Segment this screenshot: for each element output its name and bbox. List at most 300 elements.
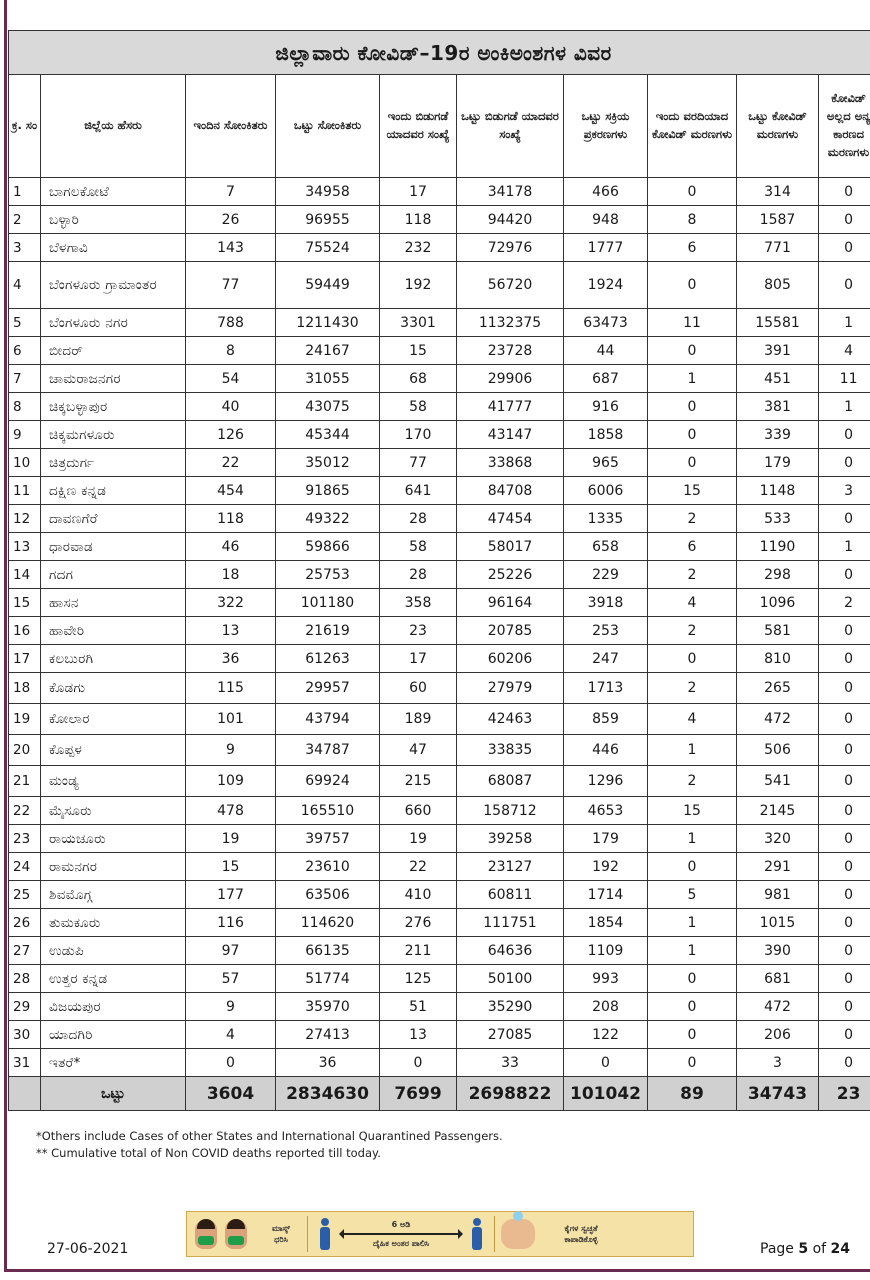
today-discharged-cell: 68	[380, 365, 457, 393]
active-cases-cell: 4653	[564, 797, 648, 825]
covid-statistics-sheet	[8, 30, 870, 1111]
today-deaths-cell: 0	[648, 853, 737, 881]
serial-cell: 22	[9, 797, 41, 825]
today-cases-cell: 8	[186, 337, 276, 365]
total-deaths-cell: 1190	[737, 533, 819, 561]
district-name-cell: ಬೆಂಗಳೂರು ಗ್ರಾಮಾಂತರ	[41, 262, 186, 309]
total-cases-cell: 49322	[276, 505, 380, 533]
active-cases-cell: 44	[564, 337, 648, 365]
today-cases-cell: 15	[186, 853, 276, 881]
today-cases-cell: 454	[186, 477, 276, 505]
hygiene-text-line2: ಕಾಪಾಡಿಕೊಳ್ಳಿ	[564, 1235, 598, 1244]
table-row	[9, 449, 870, 477]
header-non-covid-deaths: ಕೋವಿಡ್ ಅಲ್ಲದ ಅನ್ಯ ಕಾರಣದ ಮರಣಗಳು	[819, 75, 870, 178]
page-number	[760, 1241, 850, 1257]
active-cases-cell: 859	[564, 704, 648, 735]
today-cases-cell: 9	[186, 735, 276, 766]
table-row	[9, 797, 870, 825]
total-cases-cell: 36	[276, 1049, 380, 1077]
serial-cell: 3	[9, 234, 41, 262]
district-name-cell: ಧಾರವಾಡ	[41, 533, 186, 561]
total-cases-cell: 24167	[276, 337, 380, 365]
non-covid-deaths-cell: 0	[819, 178, 870, 206]
today-cases-cell: 97	[186, 937, 276, 965]
active-cases-cell: 247	[564, 645, 648, 673]
total-discharged-cell: 41777	[457, 393, 564, 421]
total-discharged-cell: 35290	[457, 993, 564, 1021]
mask-text-line2: ಧರಿಸಿ	[274, 1235, 288, 1244]
total-deaths-cell: 506	[737, 735, 819, 766]
total-deaths-cell: 1587	[737, 206, 819, 234]
today-deaths-cell: 8	[648, 206, 737, 234]
non-covid-deaths-cell: 0	[819, 735, 870, 766]
today-deaths-cell: 1	[648, 365, 737, 393]
total-deaths-cell: 1148	[737, 477, 819, 505]
total-deaths-cell: 320	[737, 825, 819, 853]
total-today-cases: 3604	[186, 1077, 276, 1111]
active-cases-cell: 1777	[564, 234, 648, 262]
district-name-cell: ಚಿಕ್ಕಮಗಳೂರು	[41, 421, 186, 449]
distance-indicator	[336, 1219, 466, 1249]
total-deaths-cell: 981	[737, 881, 819, 909]
today-discharged-cell: 3301	[380, 309, 457, 337]
total-deaths-cell: 581	[737, 617, 819, 645]
serial-cell: 16	[9, 617, 41, 645]
serial-cell: 8	[9, 393, 41, 421]
header-total-cases: ಒಟ್ಟು ಸೋಂಕಿತರು	[276, 75, 380, 178]
non-covid-deaths-cell: 11	[819, 365, 870, 393]
today-cases-cell: 57	[186, 965, 276, 993]
non-covid-deaths-cell: 0	[819, 909, 870, 937]
today-cases-cell: 478	[186, 797, 276, 825]
total-today-deaths: 89	[648, 1077, 737, 1111]
today-discharged-cell: 77	[380, 449, 457, 477]
total-total-deaths: 34743	[737, 1077, 819, 1111]
total-cases-cell: 35012	[276, 449, 380, 477]
today-cases-cell: 46	[186, 533, 276, 561]
non-covid-deaths-cell: 0	[819, 206, 870, 234]
today-deaths-cell: 0	[648, 993, 737, 1021]
total-discharged-cell: 72976	[457, 234, 564, 262]
total-total-discharged: 2698822	[457, 1077, 564, 1111]
today-cases-cell: 322	[186, 589, 276, 617]
active-cases-cell: 1714	[564, 881, 648, 909]
non-covid-deaths-cell: 0	[819, 673, 870, 704]
today-cases-cell: 22	[186, 449, 276, 477]
total-discharged-cell: 60811	[457, 881, 564, 909]
total-cases-cell: 25753	[276, 561, 380, 589]
total-deaths-cell: 541	[737, 766, 819, 797]
district-name-cell: ಬಾಗಲಕೋಟೆ	[41, 178, 186, 206]
total-deaths-cell: 472	[737, 704, 819, 735]
today-discharged-cell: 410	[380, 881, 457, 909]
today-cases-cell: 101	[186, 704, 276, 735]
total-discharged-cell: 96164	[457, 589, 564, 617]
non-covid-deaths-cell: 0	[819, 234, 870, 262]
active-cases-cell: 208	[564, 993, 648, 1021]
serial-cell: 24	[9, 853, 41, 881]
hygiene-text-line1: ಕೈಗಳ ಸ್ವಚ್ಛತೆ	[564, 1224, 598, 1233]
report-date: 27-06-2021	[47, 1241, 129, 1257]
serial-cell: 18	[9, 673, 41, 704]
total-deaths-cell: 391	[737, 337, 819, 365]
table-row	[9, 853, 870, 881]
total-deaths-cell: 291	[737, 853, 819, 881]
table-row	[9, 937, 870, 965]
district-name-cell: ವಿಜಯಪುರ	[41, 993, 186, 1021]
table-row	[9, 309, 870, 337]
table-row	[9, 262, 870, 309]
active-cases-cell: 965	[564, 449, 648, 477]
footnote-others: *Others include Cases of other States and International Quarantined Passengers.	[36, 1129, 503, 1143]
active-cases-cell: 253	[564, 617, 648, 645]
serial-cell: 23	[9, 825, 41, 853]
today-discharged-cell: 17	[380, 645, 457, 673]
today-deaths-cell: 1	[648, 825, 737, 853]
total-cases-cell: 63506	[276, 881, 380, 909]
today-cases-cell: 9	[186, 993, 276, 1021]
today-cases-cell: 143	[186, 234, 276, 262]
footnote-non-covid: ** Cumulative total of Non COVID deaths reported till today.	[36, 1146, 381, 1160]
total-cases-cell: 35970	[276, 993, 380, 1021]
today-discharged-cell: 51	[380, 993, 457, 1021]
total-cases-cell: 45344	[276, 421, 380, 449]
total-discharged-cell: 27979	[457, 673, 564, 704]
header-today-cases: ಇಂದಿನ ಸೋಂಕಿತರು	[186, 75, 276, 178]
today-deaths-cell: 2	[648, 617, 737, 645]
today-discharged-cell: 189	[380, 704, 457, 735]
today-deaths-cell: 2	[648, 505, 737, 533]
total-discharged-cell: 29906	[457, 365, 564, 393]
total-cases-cell: 34787	[276, 735, 380, 766]
non-covid-deaths-cell: 0	[819, 449, 870, 477]
serial-cell: 5	[9, 309, 41, 337]
today-discharged-cell: 19	[380, 825, 457, 853]
district-name-cell: ಉತ್ತರ ಕನ್ನಡ	[41, 965, 186, 993]
today-cases-cell: 118	[186, 505, 276, 533]
non-covid-deaths-cell: 0	[819, 993, 870, 1021]
footnotes	[36, 1128, 503, 1162]
non-covid-deaths-cell: 1	[819, 309, 870, 337]
serial-cell: 2	[9, 206, 41, 234]
today-deaths-cell: 6	[648, 234, 737, 262]
total-row	[9, 1077, 870, 1111]
active-cases-cell: 1296	[564, 766, 648, 797]
today-discharged-cell: 60	[380, 673, 457, 704]
district-name-cell: ಯಾದಗಿರಿ	[41, 1021, 186, 1049]
total-discharged-cell: 43147	[457, 421, 564, 449]
total-discharged-cell: 27085	[457, 1021, 564, 1049]
header-district: ಜಿಲ್ಲೆಯ ಹೆಸರು	[41, 75, 186, 178]
hand-wash-icon	[501, 1219, 535, 1249]
table-row	[9, 178, 870, 206]
serial-cell: 20	[9, 735, 41, 766]
today-discharged-cell: 28	[380, 561, 457, 589]
covid-safety-banner	[186, 1211, 694, 1257]
non-covid-deaths-cell: 0	[819, 965, 870, 993]
table-row	[9, 393, 870, 421]
serial-cell: 9	[9, 421, 41, 449]
today-cases-cell: 54	[186, 365, 276, 393]
total-cases-cell: 1211430	[276, 309, 380, 337]
today-cases-cell: 7	[186, 178, 276, 206]
table-row	[9, 673, 870, 704]
total-deaths-cell: 810	[737, 645, 819, 673]
district-name-cell: ರಾಮನಗರ	[41, 853, 186, 881]
district-name-cell: ಚಿಕ್ಕಬಳ್ಳಾಪುರ	[41, 393, 186, 421]
today-discharged-cell: 0	[380, 1049, 457, 1077]
serial-cell: 1	[9, 178, 41, 206]
page-total: 24	[830, 1241, 850, 1257]
total-deaths-cell: 3	[737, 1049, 819, 1077]
district-name-cell: ಹಾಸನ	[41, 589, 186, 617]
total-deaths-cell: 681	[737, 965, 819, 993]
total-cases-cell: 165510	[276, 797, 380, 825]
total-serial	[9, 1077, 41, 1111]
serial-cell: 31	[9, 1049, 41, 1077]
person-icon	[472, 1218, 482, 1250]
non-covid-deaths-cell: 0	[819, 1049, 870, 1077]
serial-cell: 4	[9, 262, 41, 309]
district-name-cell: ಕೊಪ್ಪಳ	[41, 735, 186, 766]
district-name-cell: ರಾಯಚೂರು	[41, 825, 186, 853]
district-name-cell: ಕಲಬುರಗಿ	[41, 645, 186, 673]
serial-cell: 13	[9, 533, 41, 561]
header-serial: ಕ್ರ. ಸಂ	[9, 75, 41, 178]
active-cases-cell: 1858	[564, 421, 648, 449]
total-cases-cell: 75524	[276, 234, 380, 262]
person-icon	[320, 1218, 330, 1250]
masked-face-icon	[225, 1219, 247, 1249]
non-covid-deaths-cell: 0	[819, 704, 870, 735]
today-deaths-cell: 1	[648, 735, 737, 766]
header-row	[9, 75, 870, 178]
non-covid-deaths-cell: 0	[819, 1021, 870, 1049]
total-discharged-cell: 94420	[457, 206, 564, 234]
total-discharged-cell: 84708	[457, 477, 564, 505]
serial-cell: 28	[9, 965, 41, 993]
district-name-cell: ತುಮಕೂರು	[41, 909, 186, 937]
today-discharged-cell: 125	[380, 965, 457, 993]
table-row	[9, 206, 870, 234]
total-cases-cell: 59449	[276, 262, 380, 309]
total-discharged-cell: 39258	[457, 825, 564, 853]
banner-divider	[494, 1216, 495, 1252]
today-discharged-cell: 641	[380, 477, 457, 505]
today-deaths-cell: 2	[648, 673, 737, 704]
page-border-bottom	[4, 1269, 870, 1272]
today-deaths-cell: 1	[648, 937, 737, 965]
serial-cell: 14	[9, 561, 41, 589]
table-row	[9, 1021, 870, 1049]
today-deaths-cell: 0	[648, 178, 737, 206]
total-deaths-cell: 1096	[737, 589, 819, 617]
today-cases-cell: 0	[186, 1049, 276, 1077]
today-discharged-cell: 47	[380, 735, 457, 766]
total-deaths-cell: 381	[737, 393, 819, 421]
total-deaths-cell: 206	[737, 1021, 819, 1049]
serial-cell: 26	[9, 909, 41, 937]
total-cases-cell: 21619	[276, 617, 380, 645]
serial-cell: 30	[9, 1021, 41, 1049]
active-cases-cell: 179	[564, 825, 648, 853]
district-name-cell: ದಕ್ಷಿಣ ಕನ್ನಡ	[41, 477, 186, 505]
total-discharged-cell: 23127	[457, 853, 564, 881]
total-active: 101042	[564, 1077, 648, 1111]
total-cases-cell: 91865	[276, 477, 380, 505]
district-covid-table	[8, 30, 870, 1111]
today-deaths-cell: 0	[648, 1021, 737, 1049]
total-cases-cell: 101180	[276, 589, 380, 617]
active-cases-cell: 1109	[564, 937, 648, 965]
serial-cell: 21	[9, 766, 41, 797]
today-deaths-cell: 0	[648, 645, 737, 673]
today-deaths-cell: 0	[648, 421, 737, 449]
total-label: ಒಟ್ಟು	[41, 1077, 186, 1111]
total-deaths-cell: 314	[737, 178, 819, 206]
non-covid-deaths-cell: 3	[819, 477, 870, 505]
serial-cell: 19	[9, 704, 41, 735]
today-deaths-cell: 0	[648, 393, 737, 421]
total-cases-cell: 96955	[276, 206, 380, 234]
non-covid-deaths-cell: 0	[819, 262, 870, 309]
total-discharged-cell: 158712	[457, 797, 564, 825]
today-cases-cell: 13	[186, 617, 276, 645]
today-discharged-cell: 215	[380, 766, 457, 797]
serial-cell: 10	[9, 449, 41, 477]
non-covid-deaths-cell: 0	[819, 617, 870, 645]
today-deaths-cell: 11	[648, 309, 737, 337]
total-deaths-cell: 472	[737, 993, 819, 1021]
mask-caption	[261, 1223, 301, 1245]
district-name-cell: ಬೀದರ್	[41, 337, 186, 365]
active-cases-cell: 948	[564, 206, 648, 234]
today-deaths-cell: 2	[648, 561, 737, 589]
total-cases-cell: 69924	[276, 766, 380, 797]
total-discharged-cell: 56720	[457, 262, 564, 309]
total-cases-cell: 23610	[276, 853, 380, 881]
today-cases-cell: 18	[186, 561, 276, 589]
table-title: ಜಿಲ್ಲಾವಾರು ಕೋವಿಡ್–19ರ ಅಂಕಿಅಂಶಗಳ ವಿವರ	[9, 31, 870, 75]
today-deaths-cell: 6	[648, 533, 737, 561]
total-cases-cell: 29957	[276, 673, 380, 704]
page-of: of	[812, 1241, 827, 1257]
active-cases-cell: 446	[564, 735, 648, 766]
today-discharged-cell: 276	[380, 909, 457, 937]
masked-face-icon	[195, 1219, 217, 1249]
total-deaths-cell: 771	[737, 234, 819, 262]
total-deaths-cell: 298	[737, 561, 819, 589]
non-covid-deaths-cell: 0	[819, 937, 870, 965]
table-row	[9, 337, 870, 365]
active-cases-cell: 1854	[564, 909, 648, 937]
today-discharged-cell: 58	[380, 393, 457, 421]
total-deaths-cell: 15581	[737, 309, 819, 337]
district-name-cell: ಹಾವೇರಿ	[41, 617, 186, 645]
today-cases-cell: 4	[186, 1021, 276, 1049]
serial-cell: 12	[9, 505, 41, 533]
today-deaths-cell: 0	[648, 965, 737, 993]
total-today-discharged: 7699	[380, 1077, 457, 1111]
total-discharged-cell: 33835	[457, 735, 564, 766]
double-arrow-icon	[341, 1233, 461, 1235]
non-covid-deaths-cell: 0	[819, 853, 870, 881]
total-discharged-cell: 34178	[457, 178, 564, 206]
header-today-discharged: ಇಂದು ಬಿಡುಗಡೆ ಯಾದವರ ಸಂಖ್ಯೆ	[380, 75, 457, 178]
table-row	[9, 993, 870, 1021]
non-covid-deaths-cell: 0	[819, 645, 870, 673]
distance-value: 6 ಅಡಿ	[391, 1220, 411, 1229]
active-cases-cell: 63473	[564, 309, 648, 337]
total-deaths-cell: 2145	[737, 797, 819, 825]
serial-cell: 25	[9, 881, 41, 909]
today-cases-cell: 115	[186, 673, 276, 704]
serial-cell: 27	[9, 937, 41, 965]
today-deaths-cell: 0	[648, 1049, 737, 1077]
district-name-cell: ದಾವಣಗೆರೆ	[41, 505, 186, 533]
today-discharged-cell: 15	[380, 337, 457, 365]
total-deaths-cell: 805	[737, 262, 819, 309]
district-name-cell: ಮಂಡ್ಯ	[41, 766, 186, 797]
total-discharged-cell: 20785	[457, 617, 564, 645]
active-cases-cell: 0	[564, 1049, 648, 1077]
non-covid-deaths-cell: 0	[819, 797, 870, 825]
page-current: 5	[798, 1241, 809, 1257]
today-deaths-cell: 5	[648, 881, 737, 909]
total-discharged-cell: 33868	[457, 449, 564, 477]
table-row	[9, 421, 870, 449]
header-total-deaths: ಒಟ್ಟು ಕೋವಿಡ್ ಮರಣಗಳು	[737, 75, 819, 178]
table-row	[9, 1049, 870, 1077]
today-discharged-cell: 170	[380, 421, 457, 449]
table-row	[9, 617, 870, 645]
total-discharged-cell: 23728	[457, 337, 564, 365]
distance-caption: ದೈಹಿಕ ಅಂತರ ಪಾಲಿಸಿ	[372, 1239, 430, 1248]
non-covid-deaths-cell: 1	[819, 533, 870, 561]
total-discharged-cell: 50100	[457, 965, 564, 993]
total-cases-cell: 51774	[276, 965, 380, 993]
table-row	[9, 645, 870, 673]
table-row	[9, 234, 870, 262]
active-cases-cell: 466	[564, 178, 648, 206]
today-discharged-cell: 192	[380, 262, 457, 309]
district-name-cell: ಬೆಳಗಾವಿ	[41, 234, 186, 262]
district-name-cell: ಮೈಸೂರು	[41, 797, 186, 825]
total-cases-cell: 43075	[276, 393, 380, 421]
today-deaths-cell: 2	[648, 766, 737, 797]
district-name-cell: ಚಿತ್ರದುರ್ಗ	[41, 449, 186, 477]
table-row	[9, 909, 870, 937]
non-covid-deaths-cell: 0	[819, 561, 870, 589]
district-name-cell: ಇತರೆ*	[41, 1049, 186, 1077]
total-discharged-cell: 42463	[457, 704, 564, 735]
active-cases-cell: 1713	[564, 673, 648, 704]
total-deaths-cell: 451	[737, 365, 819, 393]
total-discharged-cell: 111751	[457, 909, 564, 937]
today-deaths-cell: 0	[648, 449, 737, 477]
page-prefix: Page	[760, 1241, 794, 1257]
serial-cell: 11	[9, 477, 41, 505]
active-cases-cell: 3918	[564, 589, 648, 617]
today-deaths-cell: 15	[648, 797, 737, 825]
total-deaths-cell: 339	[737, 421, 819, 449]
today-cases-cell: 109	[186, 766, 276, 797]
banner-divider	[307, 1216, 308, 1252]
today-discharged-cell: 660	[380, 797, 457, 825]
today-deaths-cell: 4	[648, 704, 737, 735]
serial-cell: 17	[9, 645, 41, 673]
page-border-left	[4, 0, 7, 1270]
